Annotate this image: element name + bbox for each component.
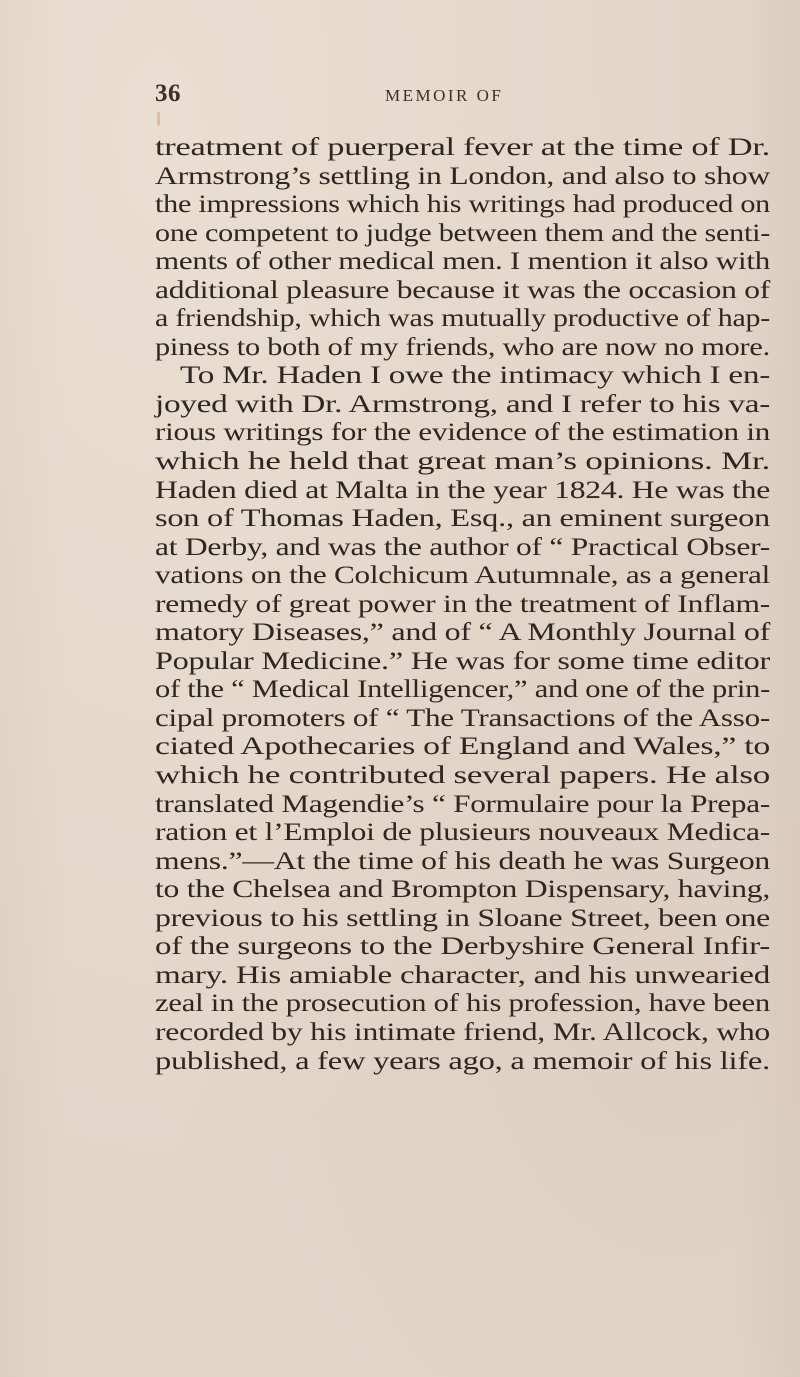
text-line: mary. His amiable character, and his unwearied: [155, 961, 770, 989]
text-line: Haden died at Malta in the year 1824. He was the: [155, 476, 770, 504]
text-line: which he held that great man’s opinions. Mr.: [155, 448, 770, 476]
running-title: MEMOIR OF: [385, 86, 504, 105]
text-line: translated Magendie’s “ Formulaire pour la Prepa-: [155, 790, 770, 818]
text-line: Armstrong’s settling in London, and also to show: [155, 162, 770, 190]
text-line: mens.”—At the time of his death he was Surgeon: [155, 847, 770, 875]
text-line: a friendship, which was mutually productive of hap-: [155, 305, 770, 333]
text-line: of the “ Medical Intelligencer,” and one of the prin-: [155, 676, 770, 704]
paragraph-start-line: To Mr. Haden I owe the intimacy which I en-: [180, 362, 770, 390]
text-line: Popular Medicine.” He was for some time editor: [155, 647, 770, 675]
text-line: the impressions which his writings had produced on: [155, 191, 770, 219]
page-number: 36: [155, 80, 181, 107]
text-line: ments of other medical men. I mention it also with: [155, 248, 770, 276]
text-line: zeal in the prosecution of his profession, have been: [155, 990, 770, 1018]
running-head: [155, 80, 770, 110]
paper-stain: [157, 112, 160, 126]
text-line: ciated Apothecaries of England and Wales,” to: [155, 733, 770, 761]
text-line: piness to both of my friends, who are now no more.: [155, 333, 770, 361]
text-line: joyed with Dr. Armstrong, and I refer to his va-: [155, 390, 770, 418]
text-line: additional pleasure because it was the occasion of: [155, 276, 770, 304]
text-line: one competent to judge between them and the senti-: [155, 219, 770, 247]
text-line: son of Thomas Haden, Esq., an eminent surgeon: [155, 505, 770, 533]
text-line: remedy of great power in the treatment of Inflam-: [155, 590, 770, 618]
text-line: of the surgeons to the Derbyshire General Infir-: [155, 933, 770, 961]
text-line: recorded by his intimate friend, Mr. Allcock, who: [155, 1018, 770, 1046]
text-line: vations on the Colchicum Autumnale, as a general: [155, 562, 770, 590]
text-line: previous to his settling in Sloane Street, been one: [155, 904, 770, 932]
text-line: rious writings for the evidence of the estimation in: [155, 419, 770, 447]
text-line: which he contributed several papers. He also: [155, 762, 770, 790]
text-line: treatment of puerperal fever at the time of Dr.: [155, 134, 770, 161]
text-line: ration et l’Emploi de plusieurs nouveaux Medica-: [155, 819, 770, 847]
body-text: [155, 134, 770, 1076]
text-line: matory Diseases,” and of “ A Monthly Journal of: [155, 619, 770, 647]
text-line: cipal promoters of “ The Transactions of the Asso-: [155, 704, 770, 732]
text-line: at Derby, and was the author of “ Practical Obser-: [155, 533, 770, 561]
text-line: published, a few years ago, a memoir of his life.: [155, 1047, 770, 1075]
text-line: to the Chelsea and Brompton Dispensary, having,: [155, 876, 770, 904]
